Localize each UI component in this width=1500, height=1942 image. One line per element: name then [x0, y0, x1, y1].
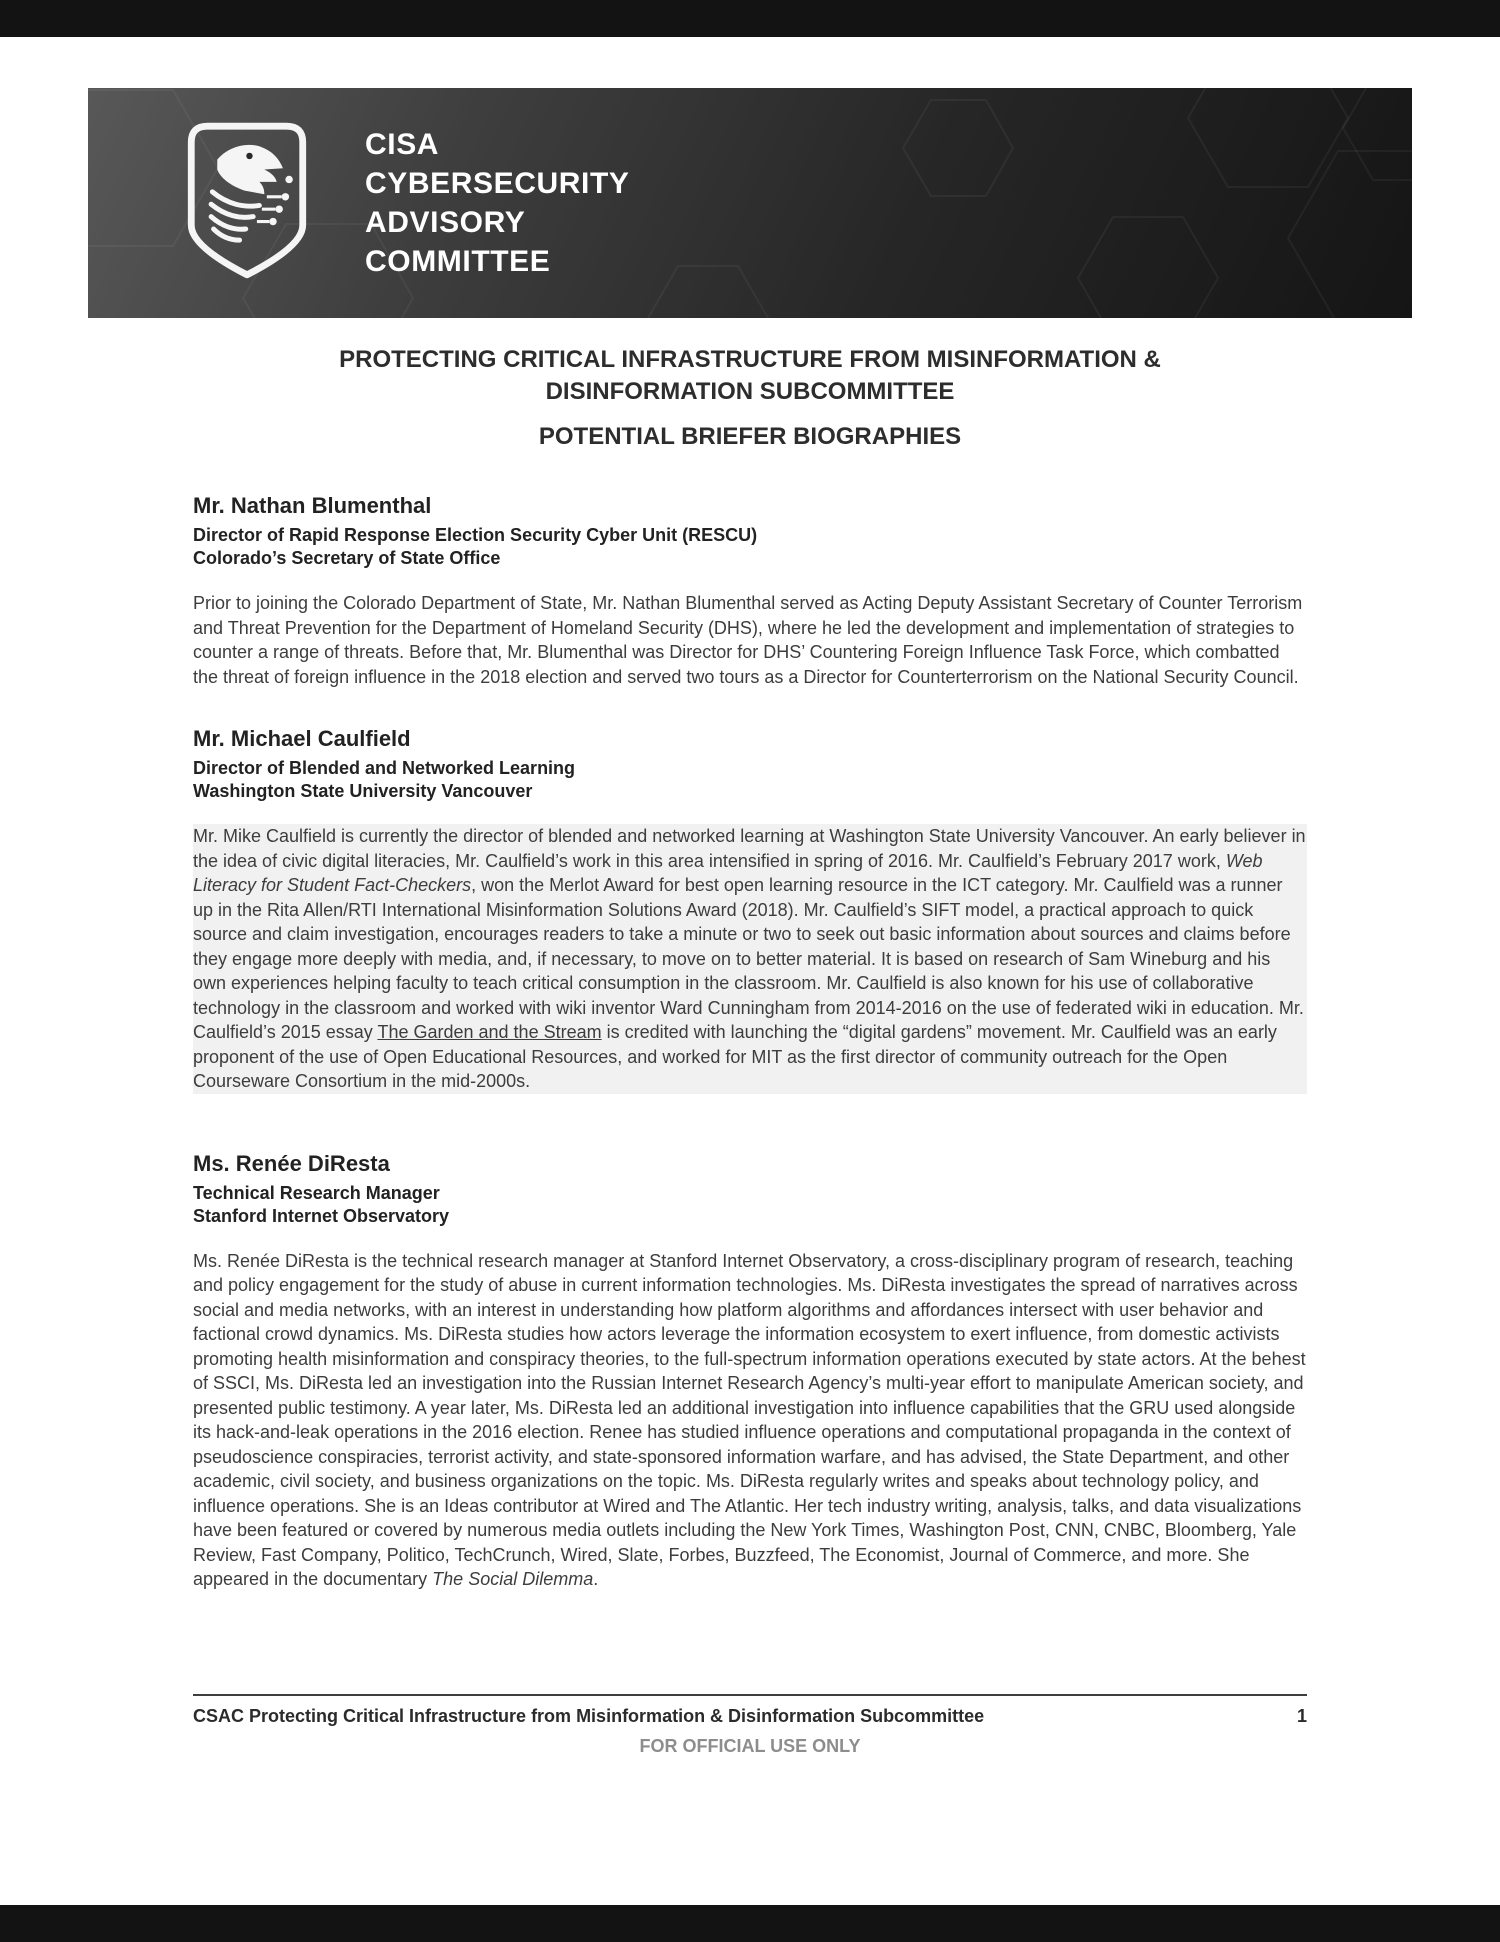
logo-line-advisory: ADVISORY	[365, 206, 526, 239]
bio-org: Washington State University Vancouver	[193, 781, 533, 801]
bio-body	[193, 824, 1307, 1094]
inline-link[interactable]: The Garden and the Stream	[377, 1022, 602, 1042]
bio-org: Stanford Internet Observatory	[193, 1205, 450, 1226]
document-title: PROTECTING CRITICAL INFRASTRUCTURE FROM MISINFORMATION & DISINFORMATION SUBCOMMITTEE	[339, 346, 1161, 405]
document-content	[193, 344, 1307, 1592]
text-segment: Ms. Renée DiResta is the technical research manager at Stanford Internet Observatory, a cross-disciplinary program of research, teaching and policy engagement for the study of abuse in current information technologies. Ms. DiResta investigates the spread of narratives across social and media networks, with an interest in understanding how platform algorithms and affordances intersect with user behavior and factional crowd dynamics. Ms. DiResta studies how actors leverage the information ecosystem to exert influence, from domestic activists promoting health misinformation and conspiracy theories, to the full-spectrum information operations executed by state actors. At the behest of SSCI, Ms. DiResta led an investigation into the Russian Internet Research Agency’s multi-year effort to manipulate American society, and presented public testimony. A year later, Ms. DiResta led an additional investigation into influence capabilities that the GRU used alongside its hack-and-leak operations in the 2016 election. Renee has studied influence operations and computational propaganda in the context of pseudoscience conspiracies, terrorist activity, and state-sponsored information warfare, and has advised, the State Department, and other academic, civil society, and business organizations on the topic. Ms. DiResta regularly writes and speaks about technology policy, and influence operations. She is an Ideas contributor at Wired and The Atlantic. Her tech industry writing, analysis, talks, and data visualizations have been featured or covered by numerous media outlets including the New York Times, Washington Post, CNN, CNBC, Bloomberg, Yale Review, Fast Company, Politico, TechCrunch, Wired, Slate, Forbes, Buzzfeed, The Economist, Journal of Commerce, and more. She appeared in the documentary	[193, 1250, 1306, 1589]
text-segment: Web Literacy for Student Fact-Checkers	[193, 850, 1263, 895]
bio-org: Colorado’s Secretary of State Office	[193, 548, 501, 568]
bio-body	[193, 591, 1307, 689]
bio-section	[193, 1150, 1307, 1592]
bio-role: Director of Rapid Response Election Security Cyber Unit (RESCU)	[193, 525, 758, 545]
page-footer	[193, 1694, 1307, 1757]
cisa-banner	[88, 88, 1412, 318]
document-subtitle: POTENTIAL BRIEFER BIOGRAPHIES	[538, 423, 962, 450]
bio-list	[193, 492, 1307, 1592]
bio-name: Ms. Renée DiResta	[193, 1150, 390, 1176]
logo-line-committee: COMMITTEE	[365, 245, 551, 278]
cisa-logo-text	[365, 125, 630, 281]
bio-role: Technical Research Manager	[193, 1182, 440, 1203]
text-segment: Prior to joining the Colorado Department of State, Mr. Nathan Blumenthal served as Acting Deputy Assistant Secretary of Counter Terrorism and Threat Prevention for the Department of Homeland Security (DHS), where he led the development and implementation of strategies to counter a range of threats. Before that, Mr. Blumenthal was Director for DHS’ Countering Foreign Influence Task Force, which combatted the threat of foreign influence in the 2018 election and served two tours as a Director for Counterterrorism on the National Security Council.	[193, 593, 1303, 687]
text-segment: , won the Merlot Award for best open learning resource in the ICT category. Mr. Caulfield was a runner up in the Rita Allen/RTI International Misinformation Solutions Award (2018). Mr. Caulfield’s SIFT model, a practical approach to quick source and claim investigation, encourages readers to take a minute or two to seek out basic information about sources and claims before they engage more deeply with media, and, if necessary, to move on to better material. It is based on research of Sam Wineburg and his own experiences helping faculty to teach critical consumption in the classroom. Mr. Caulfield is also known for his use of collaborative technology in the classroom and worked with wiki inventor Ward Cunningham from 2014-2016 on the use of federated wiki in education. Mr. Caulfield’s 2015 essay	[193, 875, 1304, 1042]
bottom-border-bar	[0, 1905, 1500, 1942]
bio-section	[193, 492, 1307, 689]
cisa-logo	[185, 120, 309, 286]
text-segment: Mr. Mike Caulfield is currently the director of blended and networked learning at Washington State University Vancouver. An early believer in the idea of civic digital literacies, Mr. Caulfield’s work in this area intensified in spring of 2016. Mr. Caulfield’s February 2017 work,	[193, 826, 1306, 871]
cisa-eagle-shield-icon	[185, 120, 309, 281]
page-number: 1	[1296, 1706, 1307, 1726]
footer-document-title: CSAC Protecting Critical Infrastructure from Misinformation & Disinformation Subcommittee	[193, 1706, 985, 1726]
bio-body	[193, 1249, 1307, 1592]
logo-line-cybersecurity: CYBERSECURITY	[365, 167, 630, 200]
text-segment: .	[593, 1569, 599, 1589]
top-border-bar	[0, 0, 1500, 37]
bio-role: Director of Blended and Networked Learning	[193, 758, 576, 778]
classification-marking: FOR OFFICIAL USE ONLY	[639, 1736, 861, 1756]
logo-line-cisa: CISA	[365, 128, 440, 161]
footer-divider	[193, 1694, 1307, 1696]
bio-name: Mr. Michael Caulfield	[193, 726, 411, 751]
text-segment: The Social Dilemma	[432, 1569, 594, 1589]
text-segment: is credited with launching the “digital gardens” movement. Mr. Caulfield was an early proponent of the use of Open Educational Resources, and worked for MIT as the first director of community outreach for the Open Courseware Consortium in the mid-2000s.	[193, 1022, 1277, 1091]
bio-name: Mr. Nathan Blumenthal	[193, 493, 432, 518]
bio-section	[193, 725, 1307, 1094]
footer-row	[193, 1706, 1307, 1727]
